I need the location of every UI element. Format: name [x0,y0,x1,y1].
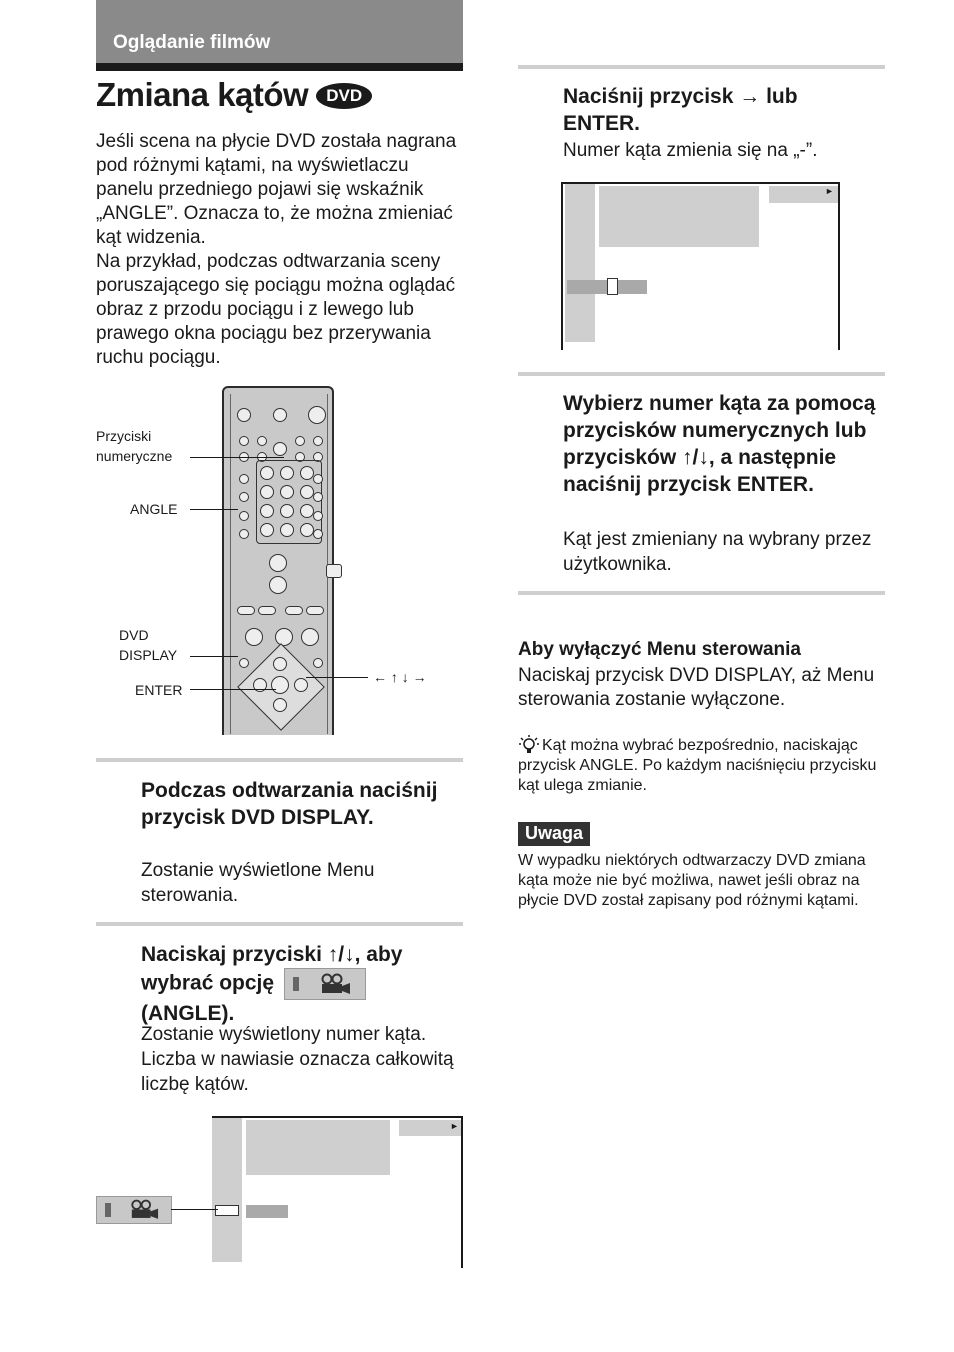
number-button [300,523,314,537]
arrow-up-button [273,657,287,671]
camera-icon [129,1199,159,1220]
eject-button-icon [237,408,251,422]
volume-down-icon [269,576,287,594]
tip-text: Kąt można wybrać bezpośrednio, naciskając przycisk ANGLE. Po każdym naciśnięciu przycisku kąt ulega zmianie. [518,737,877,794]
remote-button [239,436,249,446]
steps-end-rule [518,591,885,595]
number-buttons-label: Przyciski numeryczne [96,428,173,464]
next-button-icon [258,606,276,615]
leader-line [190,656,238,657]
remote-button [313,474,323,484]
step-2-title-a: Naciskaj przyciski ↑/↓, aby wybrać opcję [141,943,403,995]
step-3-rule [518,65,885,69]
pause-button-icon [275,628,293,646]
page-title [96,76,372,114]
arrows-label: ← ↑ ↓ → [373,669,427,685]
leader-line [190,509,238,510]
play-indicator-icon: ► [825,186,834,196]
enter-button [271,676,289,694]
number-button [300,485,314,499]
volume-up-icon [269,554,287,572]
number-buttons-group [256,460,322,544]
section-header [96,0,463,63]
intro-text [96,130,468,370]
remote-button [313,658,323,668]
number-button [260,466,274,480]
turn-off-heading: Aby wyłączyć Menu sterowania [518,639,801,660]
remote-button [273,442,287,456]
step-4-rule [518,372,885,376]
number-button [300,504,314,518]
power-button-icon [308,406,326,424]
osd-cursor [607,278,618,295]
disc-icon [105,1203,111,1217]
step-4-title: Wybierz numer kąta za pomocą przycisków numerycznych lub przycisków ↑/↓, a następnie naciśnij przycisk ENTER. [563,392,876,496]
play-button-icon [245,628,263,646]
number-button [280,504,294,518]
osd-panel [599,186,759,247]
angle-callout-icon [96,1196,172,1224]
remote-button [295,436,305,446]
camera-icon [319,973,351,995]
number-button [260,504,274,518]
step-1-title: Podczas odtwarzania naciśnij przycisk DVD DISPLAY. [141,779,438,829]
stop-button-icon [301,628,319,646]
intro-paragraph-1: Jeśli scena na płycie DVD została nagrana pod różnymi kątami, na wyświetlaczu panelu przedniego pojawi się wskaźnik „ANGLE”. Oznacza to, że można zmieniać kąt widzenia. [96,131,457,248]
enter-label: ENTER [135,682,183,698]
arrow-down-button [273,698,287,712]
play-indicator-icon: ► [450,1121,459,1131]
lightbulb-icon [518,734,540,756]
remote-button [313,492,323,502]
angle-button [239,511,249,521]
leader-line [190,457,284,458]
note-text: W wypadku niektórych odtwarzaczy DVD zmiana kąta może nie być możliwa, nawet jeśli obraz na płycie DVD został zapisany pod różnymi kątami. [518,852,866,909]
angle-option-icon [284,968,366,1000]
osd-screen-1 [212,1116,463,1268]
step-2-title-b: (ANGLE). [141,1002,235,1025]
number-button [260,485,274,499]
step-1-desc: Zostanie wyświetlone Menu sterowania. [141,860,375,906]
step-4-desc: Kąt jest zmieniany na wybrany przez użytkownika. [563,529,872,575]
angle-label: ANGLE [130,501,178,517]
turn-off-text: Naciskaj przycisk DVD DISPLAY, aż Menu sterowania zostanie wyłączone. [518,665,875,710]
arrow-right-button [294,678,308,692]
remote-button [239,492,249,502]
osd-screen-2 [561,182,840,350]
remote-button [313,529,323,539]
remote-button [313,511,323,521]
dvd-display-button [239,658,249,668]
remote-button [313,436,323,446]
note-label: Uwaga [518,822,590,846]
prev-button-icon [237,606,255,615]
remote-body [230,394,328,734]
forward-button-icon [306,606,324,615]
intro-paragraph-2: Na przykład, podczas odtwarzania sceny poruszającego się pociągu można oglądać obraz z przodu pociągu i z lewego lub prawego okna pociągu bez przerywania ruchu pociągu. [96,251,456,368]
osd-value-field [246,1205,288,1218]
osd-selected-item [215,1205,239,1216]
remote-button [239,474,249,484]
step-2-desc: Zostanie wyświetlony numer kąta. Liczba w nawiasie oznacza całkowitą liczbę kątów. [141,1024,454,1095]
dvd-display-label: DVD DISPLAY [119,627,178,663]
remote-button [257,436,267,446]
leader-line [190,689,276,690]
leader-line [306,677,368,678]
remote-button [239,529,249,539]
step-2-rule [96,922,463,926]
step-2-title [141,941,461,1027]
number-button [260,523,274,537]
step-3-desc: Numer kąta zmienia się na „-”. [563,140,818,161]
open-button-icon [273,408,287,422]
remote-control-illustration [222,386,334,735]
leader-line [171,1209,218,1210]
number-button [280,523,294,537]
rewind-button-icon [285,606,303,615]
dvd-badge: DVD [316,83,372,109]
disc-icon [293,977,299,991]
remote-side-clip [326,564,342,578]
step-1-rule [96,758,463,762]
header-rule [96,63,463,71]
osd-panel [246,1120,390,1175]
number-button [280,466,294,480]
osd-left-strip [565,184,595,342]
section-header-label: Oglądanie filmów [113,32,271,53]
number-button [300,466,314,480]
step-3-title: Naciśnij przycisk → lub ENTER. [563,85,798,135]
number-button [280,485,294,499]
osd-left-strip [212,1118,242,1262]
page-title-text: Zmiana kątów [96,76,309,113]
